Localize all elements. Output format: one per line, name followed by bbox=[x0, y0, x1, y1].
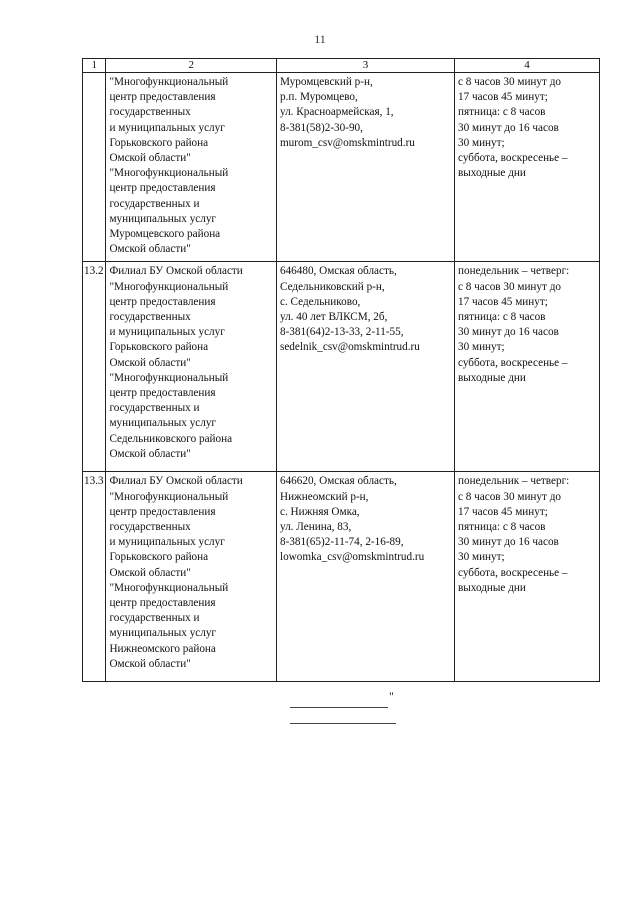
schedule-line: понедельник – четверг: bbox=[458, 475, 570, 488]
schedule-line: выходные дни bbox=[458, 371, 526, 384]
cell-address bbox=[276, 73, 454, 262]
name-line: государственных и bbox=[109, 197, 200, 210]
address-line: ул. Красноармейская, 1, bbox=[279, 106, 394, 119]
address-line: murom_csv@omskmintrud.ru bbox=[279, 136, 415, 149]
name-line: Муромцевского района bbox=[109, 228, 221, 241]
address-line: 646480, Омская область, bbox=[279, 265, 397, 278]
address-line: ул. 40 лет ВЛКСМ, 2б, bbox=[279, 311, 388, 324]
row-number: 13.2 bbox=[83, 262, 106, 472]
name-line: муниципальных услуг bbox=[109, 212, 217, 225]
name-line: "Многофункциональный bbox=[109, 167, 229, 180]
offices-table bbox=[82, 58, 600, 682]
name-line: Омской области" bbox=[109, 152, 191, 165]
schedule-line: суббота, воскресенье – bbox=[458, 356, 568, 369]
name-line: государственных bbox=[109, 311, 191, 324]
schedule-line: с 8 часов 30 минут до bbox=[458, 280, 561, 293]
address-line: 8-381(64)2-13-33, 2-11-55, bbox=[279, 326, 404, 339]
cell-schedule bbox=[455, 262, 600, 472]
cell-name bbox=[106, 472, 277, 682]
schedule-line: 30 минут; bbox=[458, 551, 505, 564]
schedule-line: 30 минут до 16 часов bbox=[458, 326, 559, 339]
schedule-line: понедельник – четверг: bbox=[458, 265, 570, 278]
name-line: Омской области" bbox=[109, 657, 191, 670]
name-line: государственных bbox=[109, 521, 191, 534]
schedule-line: 30 минут до 16 часов bbox=[458, 121, 559, 134]
schedule-line: 30 минут до 16 часов bbox=[458, 536, 559, 549]
address-line: с. Седельниково, bbox=[279, 295, 361, 308]
address-line: р.п. Муромцево, bbox=[279, 91, 358, 104]
table-header-row bbox=[83, 59, 600, 73]
name-line: муниципальных услуг bbox=[109, 627, 217, 640]
name-line: Седельниковского района bbox=[109, 432, 233, 445]
cell-address bbox=[276, 262, 454, 472]
schedule-line: с 8 часов 30 минут до bbox=[458, 490, 561, 503]
name-line: Горьковского района bbox=[109, 341, 209, 354]
name-line: Нижнеомского района bbox=[109, 642, 216, 655]
name-line: центр предоставления bbox=[109, 387, 216, 400]
schedule-line: 17 часов 45 минут; bbox=[458, 295, 548, 308]
schedule-line: пятница: с 8 часов bbox=[458, 311, 546, 324]
name-line: муниципальных услуг bbox=[109, 417, 217, 430]
name-line: "Многофункциональный bbox=[109, 490, 229, 503]
name-line: центр предоставления bbox=[109, 295, 216, 308]
schedule-line: пятница: с 8 часов bbox=[458, 521, 546, 534]
name-line: Филиал БУ Омской области bbox=[109, 265, 243, 278]
name-line: и муниципальных услуг bbox=[109, 536, 225, 549]
row-number: 13.3 bbox=[83, 472, 106, 682]
name-line: центр предоставления bbox=[109, 597, 216, 610]
address-line: 8-381(65)2-11-74, 2-16-89, bbox=[279, 536, 404, 549]
address-line: sedelnik_csv@omskmintrud.ru bbox=[279, 341, 420, 354]
schedule-line: 17 часов 45 минут; bbox=[458, 91, 548, 104]
name-line: "Многофункциональный bbox=[109, 280, 229, 293]
schedule-line: 17 часов 45 минут; bbox=[458, 505, 548, 518]
closing-quote-mark: " bbox=[389, 689, 394, 703]
schedule-line: с 8 часов 30 минут до bbox=[458, 76, 561, 88]
address-line: с. Нижняя Омка, bbox=[279, 505, 360, 518]
address-line: Нижнеомский р-н, bbox=[279, 490, 369, 503]
name-line: "Многофункциональный bbox=[109, 76, 229, 88]
table-body bbox=[83, 73, 600, 682]
signature-line-lower bbox=[290, 723, 396, 724]
name-line: центр предоставления bbox=[109, 91, 216, 104]
table-row bbox=[83, 472, 600, 682]
name-line: центр предоставления bbox=[109, 505, 216, 518]
header-col-1: 1 bbox=[83, 59, 106, 73]
schedule-line: суббота, воскресенье – bbox=[458, 566, 568, 579]
name-line: Омской области" bbox=[109, 447, 191, 460]
name-line: "Многофункциональный bbox=[109, 371, 229, 384]
name-line: Омской области" bbox=[109, 566, 191, 579]
cell-schedule bbox=[455, 472, 600, 682]
schedule-line: пятница: с 8 часов bbox=[458, 106, 546, 119]
cell-schedule bbox=[455, 73, 600, 262]
name-line: "Многофункциональный bbox=[109, 581, 229, 594]
schedule-line: выходные дни bbox=[458, 167, 526, 180]
cell-name bbox=[106, 73, 277, 262]
schedule-line: суббота, воскресенье – bbox=[458, 152, 568, 165]
address-line: Муромцевский р-н, bbox=[279, 76, 373, 88]
page-number: 11 bbox=[314, 32, 326, 46]
name-line: центр предоставления bbox=[109, 182, 216, 195]
schedule-line: выходные дни bbox=[458, 581, 526, 594]
address-line: Седельниковский р-н, bbox=[279, 280, 385, 293]
address-line: 646620, Омская область, bbox=[279, 475, 397, 488]
name-line: и муниципальных услуг bbox=[109, 121, 225, 134]
name-line: государственных и bbox=[109, 612, 200, 625]
address-line: ул. Ленина, 83, bbox=[279, 521, 352, 534]
name-line: Горьковского района bbox=[109, 136, 209, 149]
header-col-3: 3 bbox=[276, 59, 454, 73]
address-line: lowomka_csv@omskmintrud.ru bbox=[279, 551, 425, 564]
signature-line bbox=[290, 707, 388, 708]
name-line: Горьковского района bbox=[109, 551, 209, 564]
name-line: Омской области" bbox=[109, 243, 191, 256]
name-line: государственных и bbox=[109, 402, 200, 415]
address-line: 8-381(58)2-30-90, bbox=[279, 121, 363, 134]
name-line: и муниципальных услуг bbox=[109, 326, 225, 339]
header-col-4: 4 bbox=[455, 59, 600, 73]
cell-address bbox=[276, 472, 454, 682]
header-col-2: 2 bbox=[106, 59, 277, 73]
schedule-line: 30 минут; bbox=[458, 341, 505, 354]
name-line: Филиал БУ Омской области bbox=[109, 475, 243, 488]
schedule-line: 30 минут; bbox=[458, 136, 505, 149]
table-row bbox=[83, 73, 600, 262]
table-row bbox=[83, 262, 600, 472]
cell-name bbox=[106, 262, 277, 472]
row-number bbox=[83, 73, 106, 262]
name-line: государственных bbox=[109, 106, 191, 119]
name-line: Омской области" bbox=[109, 356, 191, 369]
